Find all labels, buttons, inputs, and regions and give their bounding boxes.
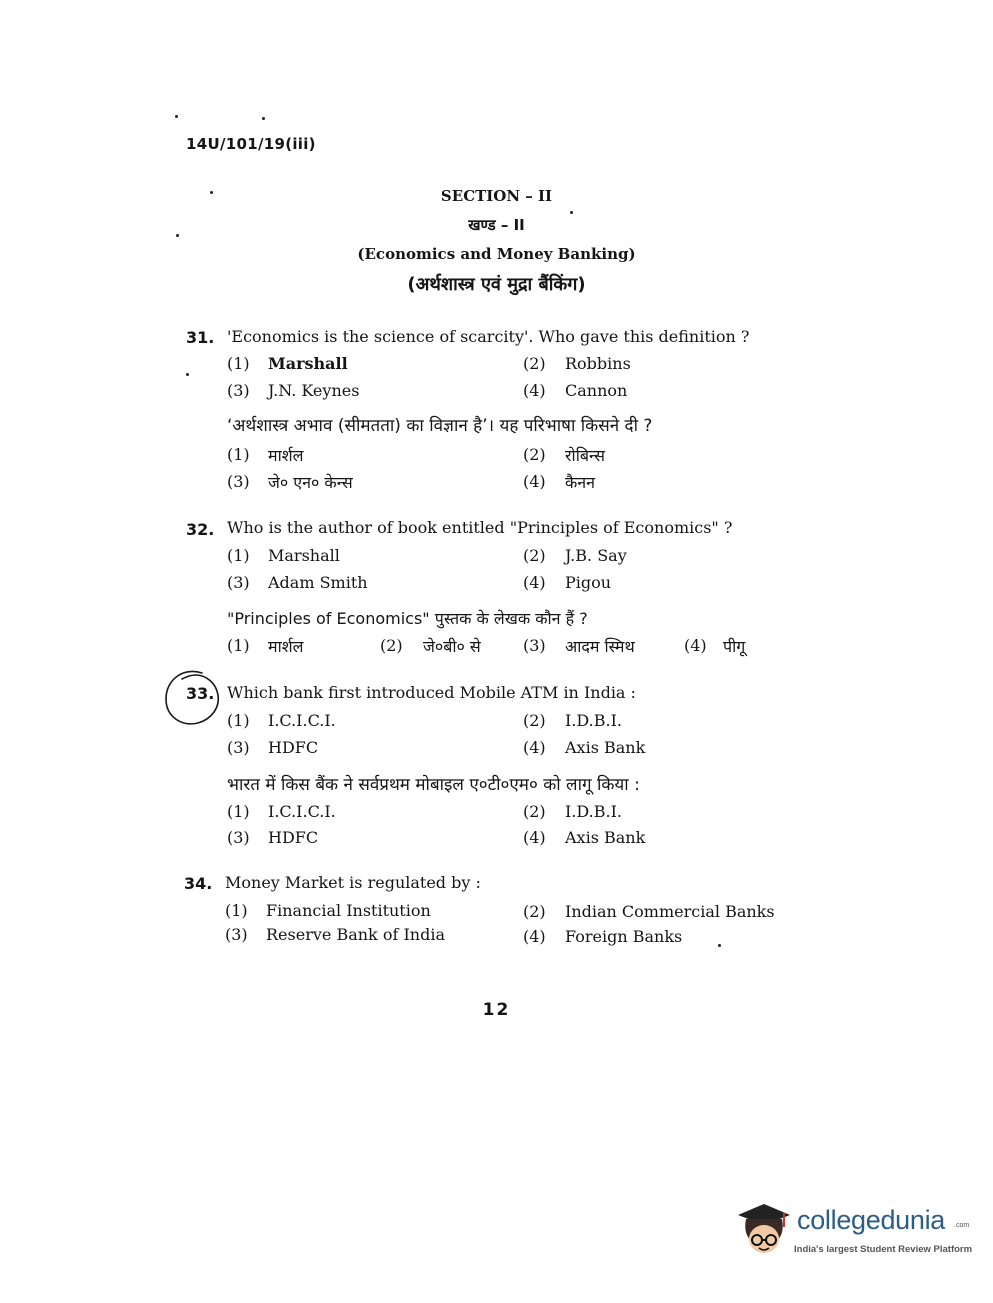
option-number: (4): [523, 828, 546, 847]
option-text-hindi: आदम स्मिथ: [565, 637, 635, 656]
option-number: (3): [227, 738, 250, 757]
scan-speck: [186, 373, 189, 376]
scan-speck: [210, 191, 213, 194]
option-text: Cannon: [565, 381, 628, 400]
option-text: Axis Bank: [565, 738, 646, 757]
option-text: I.C.I.C.I.: [268, 802, 336, 821]
scan-speck: [175, 115, 178, 118]
option-number: (2): [523, 902, 546, 921]
option-text-hindi: जे०बी० से: [423, 637, 481, 656]
scan-speck: [176, 234, 179, 237]
option-text: Marshall: [268, 354, 348, 373]
option-number: (2): [380, 636, 403, 655]
scan-speck: [570, 211, 573, 214]
option-number: (3): [227, 472, 250, 491]
option-text-hindi: पीगू: [723, 637, 746, 656]
option-number: (3): [523, 636, 546, 655]
option-text: Indian Commercial Banks: [565, 902, 775, 921]
option-text: J.B. Say: [565, 546, 627, 565]
question-text: Money Market is regulated by :: [225, 873, 481, 892]
question-text-hindi: ‘अर्थशास्त्र अभाव (सीमतता) का विज्ञान है’। यह परिभाषा किसने दी ?: [227, 416, 653, 436]
option-text: Robbins: [565, 354, 631, 373]
option-number: (1): [227, 445, 250, 464]
section-subtitle: (Economics and Money Banking): [357, 245, 636, 263]
option-number: (1): [225, 901, 248, 920]
option-number: (4): [523, 927, 546, 946]
option-number: (4): [523, 573, 546, 592]
option-number: (4): [523, 472, 546, 491]
logo-wordmark: collegedunia: [797, 1205, 946, 1235]
option-number: (1): [227, 802, 250, 821]
option-number: (1): [227, 636, 250, 655]
option-text: HDFC: [268, 738, 319, 757]
section-title: SECTION – II: [440, 187, 553, 205]
option-number: (2): [523, 802, 546, 821]
option-text: Pigou: [565, 573, 612, 592]
paper-code: 14U/101/19(iii): [186, 135, 316, 153]
option-text-hindi: कैनन: [565, 473, 596, 492]
option-text-hindi: मार्शल: [268, 446, 304, 465]
question-number: 31.: [186, 328, 215, 347]
option-number: (3): [225, 925, 248, 944]
option-number: (3): [227, 828, 250, 847]
section-subtitle-hindi: (अर्थशास्त्र एवं मुद्रा बैंकिंग): [407, 274, 586, 295]
option-text: I.C.I.C.I.: [268, 711, 336, 730]
option-number: (2): [523, 354, 546, 373]
option-number: (1): [227, 711, 250, 730]
option-number: (2): [523, 711, 546, 730]
page-number: 12: [482, 1000, 511, 1020]
question-text: Who is the author of book entitled "Principles of Economics" ?: [227, 518, 733, 537]
option-text: I.D.B.I.: [565, 711, 622, 730]
question-text: Which bank first introduced Mobile ATM in India :: [227, 683, 636, 702]
section-title-hindi: खण्ड – II: [468, 216, 525, 234]
question-number: 32.: [186, 520, 215, 539]
option-text: HDFC: [268, 828, 319, 847]
logo-tagline: India's largest Student Review Platform: [794, 1244, 973, 1255]
option-number: (4): [684, 636, 707, 655]
question-number: 33.: [186, 684, 215, 703]
option-text: Financial Institution: [266, 901, 431, 920]
option-number: (4): [523, 738, 546, 757]
option-text: Reserve Bank of India: [266, 925, 445, 944]
question-text-hindi: "Principles of Economics" पुस्तक के लेखक कौन हैं ?: [227, 609, 588, 628]
option-number: (2): [523, 445, 546, 464]
scan-speck: [718, 944, 721, 947]
option-text-hindi: जे० एन० केन्स: [268, 473, 353, 492]
option-text: J.N. Keynes: [268, 381, 360, 400]
option-number: (3): [227, 573, 250, 592]
logo-domain-suffix: .com: [954, 1222, 970, 1229]
option-number: (4): [523, 381, 546, 400]
question-text: 'Economics is the science of scarcity'. Who gave this definition ?: [227, 327, 750, 346]
option-text-hindi: रोबिन्स: [565, 446, 605, 465]
option-text: Marshall: [268, 546, 340, 565]
option-number: (1): [227, 354, 250, 373]
option-text: Axis Bank: [565, 828, 646, 847]
option-text: Adam Smith: [268, 573, 368, 592]
question-text-hindi: भारत में किस बैंक ने सर्वप्रथम मोबाइल ए०टी०एम० को लागू किया :: [227, 775, 640, 795]
option-text: Foreign Banks: [565, 927, 683, 946]
scan-speck: [262, 117, 265, 120]
option-text: I.D.B.I.: [565, 802, 622, 821]
question-number: 34.: [184, 874, 213, 893]
option-number: (2): [523, 546, 546, 565]
option-number: (1): [227, 546, 250, 565]
option-number: (3): [227, 381, 250, 400]
option-text-hindi: मार्शल: [268, 637, 304, 656]
